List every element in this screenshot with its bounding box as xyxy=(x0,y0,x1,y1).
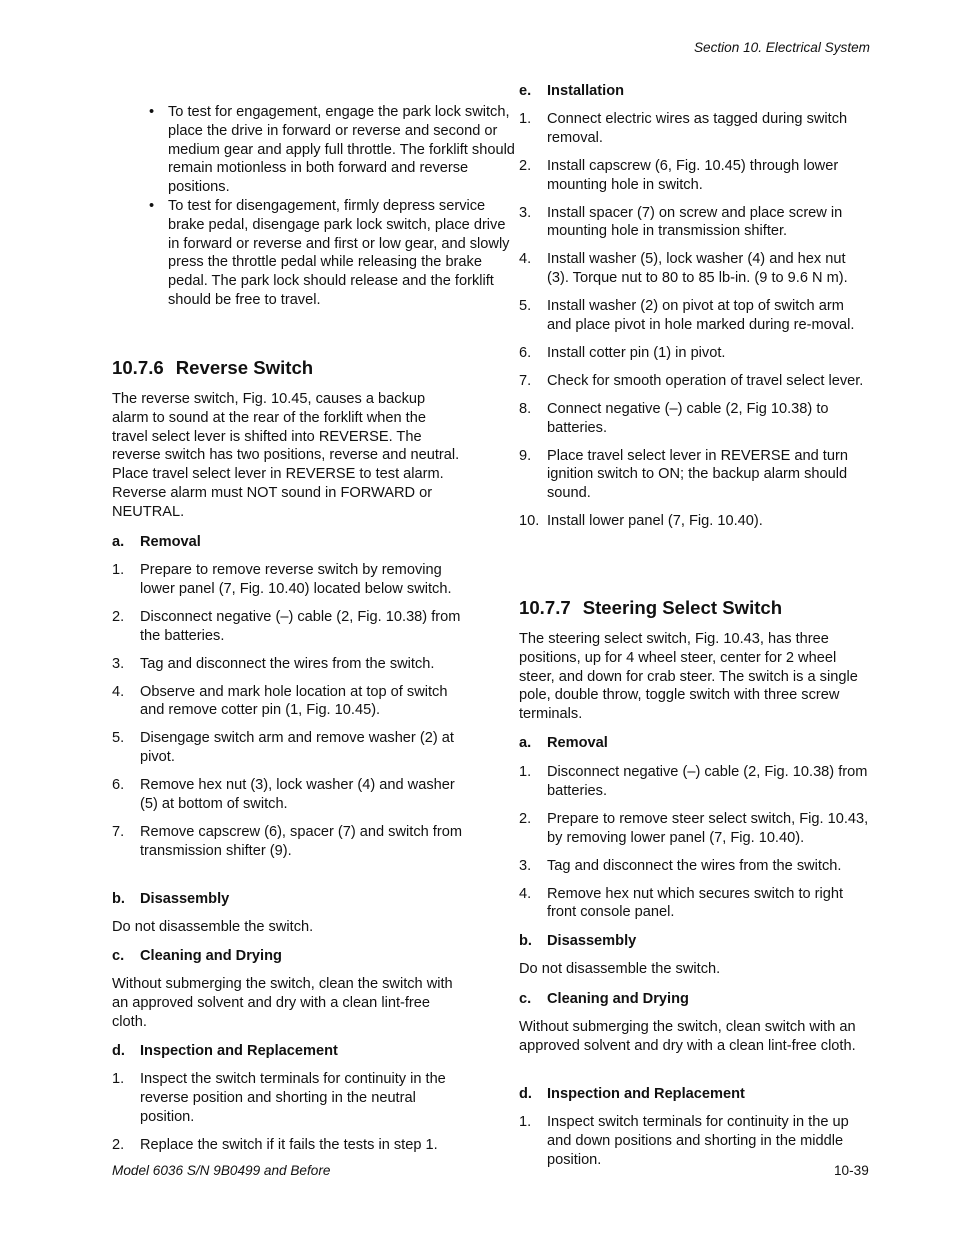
step-number: 6. xyxy=(112,777,125,794)
step-item xyxy=(519,110,871,148)
section-heading-steering-select-switch: 10.7.7 Steering Select Switch xyxy=(519,597,783,618)
removal-steps xyxy=(112,561,464,870)
installation-steps xyxy=(519,110,871,540)
step-item xyxy=(112,1070,464,1126)
step-number: 10. xyxy=(519,513,540,530)
step-text: Remove hex nut (3), lock washer (4) and washer (5) at bottom of switch. xyxy=(140,777,455,812)
page-number: 10-39 xyxy=(834,1163,869,1178)
step-number: 1. xyxy=(519,111,532,127)
step-text: Check for smooth operation of travel select lever. xyxy=(547,372,864,389)
steering-switch-intro: The steering select switch, Fig. 10.43, has three positions, up for 4 wheel steer, center for 2 wheel steer, and down for crab steer. The switch is a single pole, double throw, toggle switch with three screw terminals. xyxy=(519,631,858,723)
subheading-disassembly: b. Disassembly xyxy=(112,891,230,907)
reverse-switch-intro: The reverse switch, Fig. 10.45, causes a backup alarm to sound at the rear of the forklift when the travel select lever is shifted into REVERSE. The reverse switch has two positions, reverse and neutral. Place travel select lever in REVERSE to test alarm. Reverse alarm must NOT sound in FORWARD or NEUTRAL. xyxy=(112,391,460,520)
step-item xyxy=(112,776,464,814)
step-text: Remove capscrew (6), spacer (7) and switch from transmission shifter (9). xyxy=(140,823,462,859)
step-item xyxy=(519,204,871,242)
step-number: 1. xyxy=(112,562,125,578)
step-number: 4. xyxy=(112,683,125,700)
step-item xyxy=(519,763,871,801)
step-item xyxy=(519,297,871,335)
step-number: 4. xyxy=(519,251,532,268)
step-number: 5. xyxy=(519,298,532,315)
step-text: Tag and disconnect the wires from the switch. xyxy=(547,857,842,874)
step-text: Install spacer (7) on screw and place screw in mounting hole in transmission shifter. xyxy=(547,204,843,240)
step-number: 2. xyxy=(112,608,125,625)
disassembly-text: Do not disassemble the switch. xyxy=(112,919,314,935)
step-item xyxy=(519,810,871,848)
step-number: 1. xyxy=(519,1114,532,1130)
step-text: Install cotter pin (1) in pivot. xyxy=(547,344,726,361)
subheading-inspection: d. Inspection and Replacement xyxy=(519,1086,745,1102)
step-text: Connect negative (–) cable (2, Fig 10.38) to batteries. xyxy=(547,400,829,436)
step-item xyxy=(112,1136,464,1155)
step-number: 1. xyxy=(112,1071,125,1087)
step-item xyxy=(112,683,464,721)
step-text: Install lower panel (7, Fig. 10.40). xyxy=(547,513,763,530)
step-item xyxy=(112,655,464,674)
step-text: Disconnect negative (–) cable (2, Fig. 10.38) from batteries. xyxy=(547,764,868,799)
step-number: 3. xyxy=(519,204,532,221)
running-header: Section 10. Electrical System xyxy=(693,40,870,55)
list-item: • To test for disengagement, firmly depress service brake pedal, disengage park lock switch, place drive in forward or reverse and first or low gear, and slowly press the throttle pedal while releasing the brake pedal. The park lock should release and the forklift should be free to travel. xyxy=(168,197,520,310)
section-heading-reverse-switch: 10.7.6 Reverse Switch xyxy=(112,357,314,378)
step-item xyxy=(519,372,871,391)
step-number: 2. xyxy=(519,157,532,174)
step-item xyxy=(519,1113,871,1169)
step-text: Disengage switch arm and remove washer (2) at pivot. xyxy=(140,730,454,766)
step-number: 3. xyxy=(519,857,532,874)
step-item xyxy=(519,157,871,195)
step-number: 1. xyxy=(519,764,532,780)
step-text: Prepare to remove steer select switch, Fig. 10.43, by removing lower panel (7, Fig. 10.40). xyxy=(547,810,869,846)
step-item xyxy=(112,729,464,767)
step-item xyxy=(519,512,871,531)
step-item xyxy=(519,344,871,363)
footer-model: Model 6036 S/N 9B0499 and Before xyxy=(112,1163,331,1178)
step-text: Prepare to remove reverse switch by removing lower panel (7, Fig. 10.40) located below switch. xyxy=(140,562,452,597)
step-text: Observe and mark hole location at top of switch and remove cotter pin (1, Fig. 10.45). xyxy=(140,683,448,719)
step-text: Tag and disconnect the wires from the switch. xyxy=(140,655,435,672)
step-number: 8. xyxy=(519,400,532,417)
step-item xyxy=(112,823,464,861)
subheading-removal: a. Removal xyxy=(519,735,608,751)
step-number: 4. xyxy=(519,885,532,902)
step-item xyxy=(519,447,871,503)
step-number: 7. xyxy=(519,372,532,389)
step-text: Install capscrew (6, Fig. 10.45) through lower mounting hole in switch. xyxy=(547,157,839,193)
step-item xyxy=(519,250,871,288)
step-item xyxy=(519,400,871,438)
step-item xyxy=(519,885,871,923)
removal-steps xyxy=(519,763,871,931)
list-item: • To test for engagement, engage the park lock switch, place the drive in forward or reverse and second or medium gear and apply full throttle. The forklift should remain motionless in both forward and reverse positions. xyxy=(168,103,520,197)
inspection-steps xyxy=(519,1113,871,1179)
step-number: 6. xyxy=(519,344,532,361)
inspection-steps xyxy=(112,1070,464,1164)
subheading-cleaning: c. Cleaning and Drying xyxy=(519,991,689,1007)
step-text: Replace the switch if it fails the tests in step 1. xyxy=(140,1136,438,1153)
step-item xyxy=(112,561,464,599)
cleaning-text: Without submerging the switch, clean the switch with an approved solvent and dry with a clean lint-free cloth. xyxy=(112,976,453,1030)
step-item xyxy=(519,857,871,876)
step-text: Inspect the switch terminals for continuity in the reverse position and shorting in the neutral position. xyxy=(140,1071,446,1125)
step-text: Place travel select lever in REVERSE and turn ignition switch to ON; the backup alarm should sound. xyxy=(547,447,848,502)
step-number: 2. xyxy=(112,1136,125,1153)
step-number: 2. xyxy=(519,810,532,827)
step-text: Install washer (5), lock washer (4) and hex nut (3). Torque nut to 80 to 85 lb-in. (9 to 9.6 N m). xyxy=(547,251,848,287)
step-text: Install washer (2) on pivot at top of switch arm and place pivot in hole marked during re-moval. xyxy=(547,298,855,333)
park-lock-test-list xyxy=(112,103,520,310)
step-number: 3. xyxy=(112,655,125,672)
step-item xyxy=(112,608,464,646)
subheading-installation: e. Installation xyxy=(519,83,625,99)
step-text: Remove hex nut which secures switch to right front console panel. xyxy=(547,885,844,921)
step-number: 7. xyxy=(112,823,125,840)
disassembly-text: Do not disassemble the switch. xyxy=(519,961,721,977)
step-number: 9. xyxy=(519,447,532,464)
subheading-removal: a. Removal xyxy=(112,534,201,550)
step-text: Disconnect negative (–) cable (2, Fig. 10.38) from the batteries. xyxy=(140,608,461,644)
cleaning-text: Without submerging the switch, clean switch with an approved solvent and dry with a clean lint-free cloth. xyxy=(519,1019,856,1054)
subheading-inspection: d. Inspection and Replacement xyxy=(112,1043,338,1059)
step-number: 5. xyxy=(112,730,125,747)
subheading-cleaning: c. Cleaning and Drying xyxy=(112,948,282,964)
step-text: Connect electric wires as tagged during switch removal. xyxy=(547,111,848,146)
step-text: Inspect switch terminals for continuity in the up and down positions and shorting in the middle position. xyxy=(547,1114,849,1168)
subheading-disassembly: b. Disassembly xyxy=(519,933,637,949)
